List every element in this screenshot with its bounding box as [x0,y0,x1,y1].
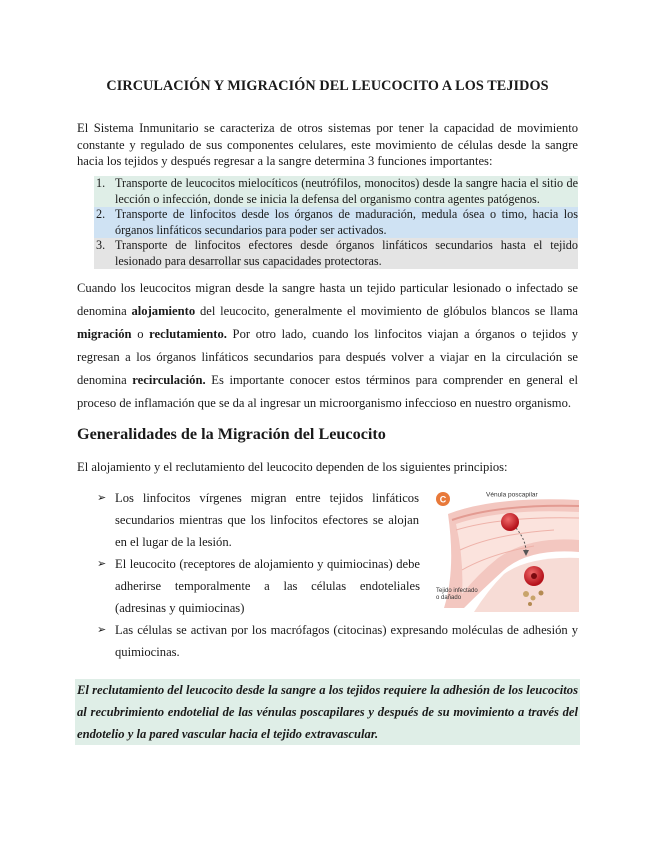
list-number: 1. [96,176,106,190]
list-number: 2. [96,207,106,221]
term-migracion: migración [77,327,132,341]
functions-list [94,176,578,269]
text-span: Es importante conocer estos términos para comprender en general el proceso de inflamación que se da al ingresar un microorganismo infeccioso en nuestro organismo. [77,373,579,410]
principles-intro: El alojamiento y el reclutamiento del leucocito dependen de los siguientes principios: [77,460,508,474]
list-item-text: Transporte de leucocitos mielocíticos (neutrófilos, monocitos) desde la sangre hacia el sitio de lección o infección, donde se inicia la defensa del organismo contra agentes patógenos. [115,176,578,206]
section-heading: Generalidades de la Migración del Leucocito [77,425,386,443]
list-item [94,238,578,269]
list-number: 3. [96,238,106,252]
figure-label-tissue-2: o dañado [436,595,462,601]
highlight-callout: El reclutamiento del leucocito desde la sangre a los tejidos requiere la adhesión de los leucocitos al recubrimiento endotelial de las vénulas poscapilares y después de su movimiento a través del endotelio y la pared vascular hacia el tejido extravascular. [75,679,580,745]
list-item [97,487,419,553]
arrow-bullet-icon: ➢ [97,558,107,570]
arrow-bullet-icon: ➢ [97,492,107,504]
list-item [97,619,578,663]
text-span: del leucocito, generalmente el movimiento de glóbulos blancos se llama [195,304,578,318]
list-item-text: El leucocito (receptores de alojamiento y quimiocinas) debe adherirse temporalmente a las células endoteliales (adresinas y quimiocinas) [115,557,420,615]
text-span: Por otro lado, cuando los linfocitos viajan a órganos o tejidos y regresan a los órganos linfáticos secundarios para después volver a viajar en la circulación se denomina [77,327,578,387]
list-item [97,553,420,619]
figure-label-venule: Vénula poscapilar [486,491,538,499]
list-item [94,207,578,238]
figure-badge-letter: C [439,494,447,505]
venule-illustration [434,490,579,612]
leukocyte-in-vessel [501,513,519,531]
figure-label-tissue-1: Tejido infectado [436,588,478,594]
text-span: o [131,327,150,341]
intro-paragraph: El Sistema Inmunitario se caracteriza de otros sistemas por tener la capacidad de movimiento constante y regulado de sus componentes celulares, este movimiento de células desde la sangre hacia los tejidos y después regresar a la sangre determina 3 funciones importantes: [77,121,578,168]
list-item-text: Transporte de linfocitos desde los órganos de maduración, medula ósea o timo, hacia los órganos linfáticos secundarios para poder ser activados. [115,207,578,237]
term-recirculacion: recirculación. [132,373,206,387]
term-alojamiento: alojamiento [131,304,196,318]
list-item [94,176,578,207]
list-item-text: Las células se activan por los macrófagos (citocinas) expresando moléculas de adhesión y quimiocinas. [115,623,578,659]
term-reclutamiento: reclutamiento. [149,327,227,341]
list-item-text: Los linfocitos vírgenes migran entre tejidos linfáticos secundarios mientras que los linfocitos efectores se alojan en el lugar de la lesión. [115,491,419,549]
list-item-text: Transporte de linfocitos efectores desde órganos linfáticos secundarios hasta el tejido lesionado para desarrollar sus capacidades protectoras. [115,238,578,268]
text-span: Cuando los leucocitos migran desde la sangre hasta un tejido particular lesionado o infectado se denomina [77,281,578,318]
terms-paragraph [77,277,578,415]
arrow-bullet-icon: ➢ [97,624,107,636]
document-title: CIRCULACIÓN Y MIGRACIÓN DEL LEUCOCITO A LOS TEJIDOS [106,78,549,94]
